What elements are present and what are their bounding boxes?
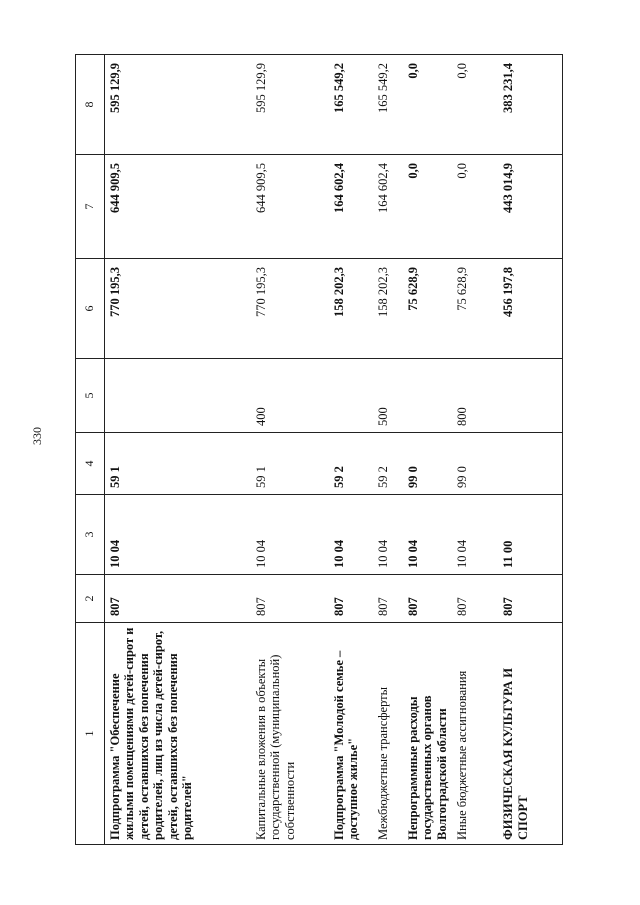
table-row xyxy=(329,55,373,845)
cell-target: 99 0 xyxy=(403,433,452,495)
row-name: Подпрограмма "Обеспечение жилыми помещениями детей-сирот и детей, оставшихся без попечения родителей, лиц из числа детей-сирот, детей, оставшихся без попечения родителей" xyxy=(105,623,252,845)
cell-amount-8: 595 129,9 xyxy=(251,55,329,155)
cell-amount-7: 0,0 xyxy=(452,155,498,259)
cell-amount-7: 443 014,9 xyxy=(498,155,563,259)
cell-target: 59 1 xyxy=(251,433,329,495)
header-col-3: 3 xyxy=(76,495,105,575)
cell-amount-8: 165 549,2 xyxy=(329,55,373,155)
cell-expense-type xyxy=(105,359,252,433)
cell-target xyxy=(498,433,563,495)
cell-ministry: 807 xyxy=(373,575,403,623)
cell-ministry: 807 xyxy=(403,575,452,623)
table-row xyxy=(251,55,329,845)
header-col-5: 5 xyxy=(76,359,105,433)
table-row xyxy=(403,55,452,845)
cell-section: 10 04 xyxy=(403,495,452,575)
cell-target: 59 2 xyxy=(373,433,403,495)
cell-amount-8: 0,0 xyxy=(452,55,498,155)
cell-ministry: 807 xyxy=(251,575,329,623)
table-row xyxy=(498,55,563,845)
cell-target: 59 1 xyxy=(105,433,252,495)
cell-section: 10 04 xyxy=(373,495,403,575)
cell-amount-6: 456 197,8 xyxy=(498,259,563,359)
header-row xyxy=(76,55,105,845)
cell-amount-7: 644 909,5 xyxy=(251,155,329,259)
header-col-7: 7 xyxy=(76,155,105,259)
header-col-4: 4 xyxy=(76,433,105,495)
page-number: 330 xyxy=(30,427,44,445)
cell-amount-6: 158 202,3 xyxy=(373,259,403,359)
cell-amount-6: 75 628,9 xyxy=(452,259,498,359)
cell-expense-type xyxy=(329,359,373,433)
cell-amount-6: 75 628,9 xyxy=(403,259,452,359)
table-row xyxy=(452,55,498,845)
cell-ministry: 807 xyxy=(452,575,498,623)
cell-amount-8: 595 129,9 xyxy=(105,55,252,155)
budget-table xyxy=(75,54,563,845)
header-col-8: 8 xyxy=(76,55,105,155)
cell-amount-6: 158 202,3 xyxy=(329,259,373,359)
header-col-2: 2 xyxy=(76,575,105,623)
cell-expense-type: 500 xyxy=(373,359,403,433)
table-row xyxy=(105,55,252,845)
cell-amount-8: 165 549,2 xyxy=(373,55,403,155)
row-name: Межбюджетные трансферты xyxy=(373,623,403,845)
cell-ministry: 807 xyxy=(498,575,563,623)
table-row xyxy=(373,55,403,845)
cell-amount-6: 770 195,3 xyxy=(105,259,252,359)
row-name: Непрограммные расходы государственных органов Волгоградской области xyxy=(403,623,452,845)
cell-ministry: 807 xyxy=(105,575,252,623)
rotated-table-container xyxy=(75,55,615,845)
cell-amount-6: 770 195,3 xyxy=(251,259,329,359)
cell-amount-7: 644 909,5 xyxy=(105,155,252,259)
cell-section: 10 04 xyxy=(329,495,373,575)
cell-amount-8: 0,0 xyxy=(403,55,452,155)
cell-section: 11 00 xyxy=(498,495,563,575)
cell-expense-type xyxy=(498,359,563,433)
cell-section: 10 04 xyxy=(251,495,329,575)
header-col-1: 1 xyxy=(76,623,105,845)
row-name: Подпрограмма "Молодой семье – доступное жилье" xyxy=(329,623,373,845)
cell-expense-type: 800 xyxy=(452,359,498,433)
cell-amount-8: 383 231,4 xyxy=(498,55,563,155)
header-col-6: 6 xyxy=(76,259,105,359)
cell-expense-type: 400 xyxy=(251,359,329,433)
cell-amount-7: 0,0 xyxy=(403,155,452,259)
cell-expense-type xyxy=(403,359,452,433)
cell-section: 10 04 xyxy=(452,495,498,575)
row-name: ФИЗИЧЕСКАЯ КУЛЬТУРА И СПОРТ xyxy=(498,623,563,845)
cell-amount-7: 164 602,4 xyxy=(373,155,403,259)
cell-ministry: 807 xyxy=(329,575,373,623)
row-name: Капитальные вложения в объекты государственной (муниципальной) собственности xyxy=(251,623,329,845)
cell-section: 10 04 xyxy=(105,495,252,575)
cell-amount-7: 164 602,4 xyxy=(329,155,373,259)
cell-target: 59 2 xyxy=(329,433,373,495)
row-name: Иные бюджетные ассигнования xyxy=(452,623,498,845)
cell-target: 99 0 xyxy=(452,433,498,495)
